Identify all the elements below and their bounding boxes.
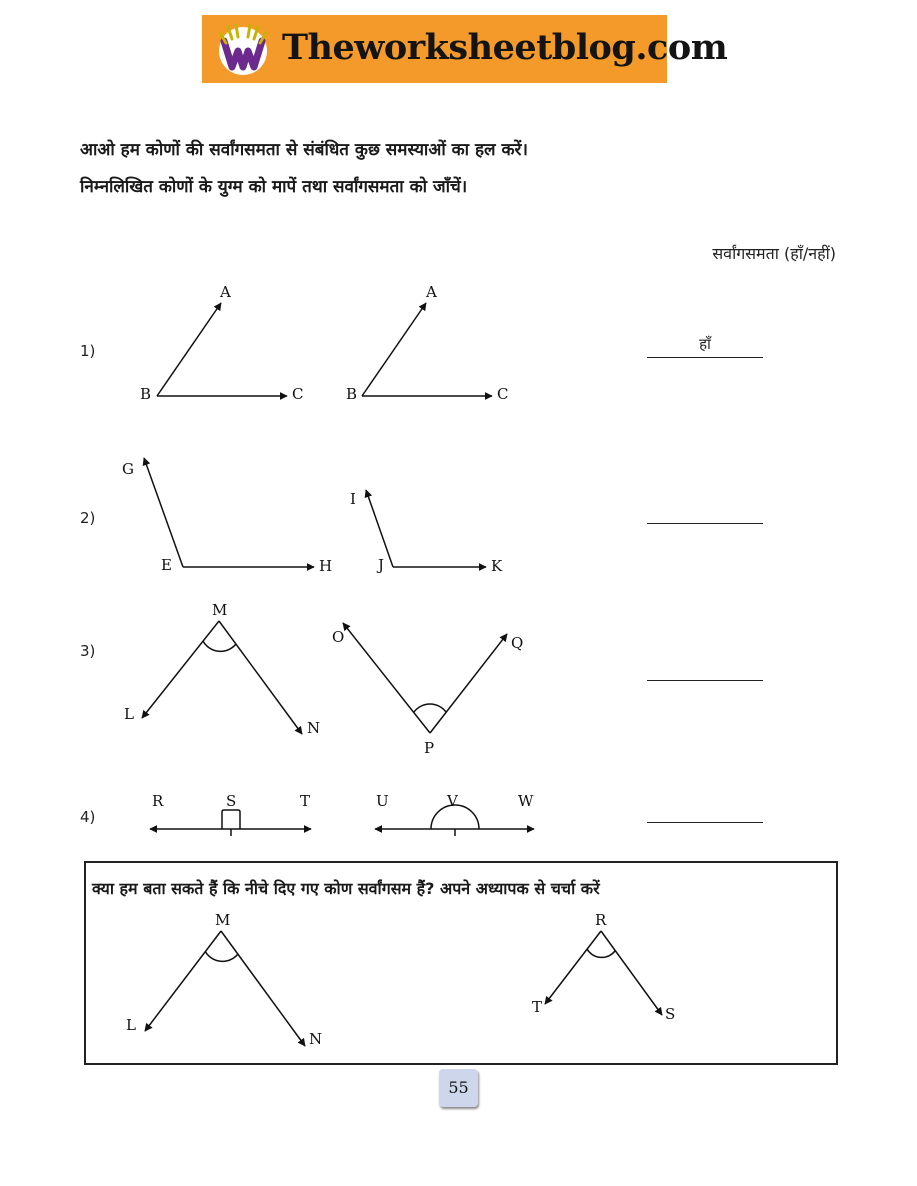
site-brand: Theworksheetblog.com — [282, 27, 728, 68]
instruction-line-1: आओ हम कोणों की सर्वांगसमता से संबंधित कुछ समस्याओं का हल करें। — [80, 140, 528, 160]
label-q1a1-vertex: B — [140, 385, 152, 403]
label-q3a2-vertex: P — [424, 739, 435, 757]
discussion-angle-lmn — [145, 931, 305, 1046]
label-disc-a1-vertex: M — [215, 911, 231, 929]
label-q4a1-arm1: R — [152, 792, 164, 810]
page-number: 55 — [439, 1069, 478, 1107]
answer-1-text[interactable]: हाँ — [699, 335, 711, 353]
label-q4a1-arm2: T — [300, 792, 311, 810]
question-2-number: 2) — [80, 509, 96, 527]
label-disc-a2-arm1: T — [532, 998, 543, 1016]
question-1-number: 1) — [80, 342, 96, 360]
label-q4a1-vertex: S — [226, 792, 237, 810]
label-disc-a2-arm2: S — [665, 1005, 676, 1023]
angle-abc-2 — [362, 303, 492, 396]
answer-column-header: सर्वांगसमता (हाँ/नहीं) — [712, 244, 836, 263]
instruction-line-2: निम्नलिखित कोणों के युग्म को मापें तथा सर्वांगसमता को जाँचें। — [80, 177, 468, 197]
label-q1a2-arm2: C — [497, 385, 509, 403]
label-q2a2-arm1: I — [350, 490, 356, 508]
discussion-angle-trs — [545, 931, 662, 1015]
label-disc-a1-arm1: L — [126, 1016, 136, 1034]
angle-rst — [150, 810, 311, 836]
label-q2a1-arm1: G — [122, 460, 134, 478]
label-q2a2-arm2: K — [491, 557, 503, 575]
label-q1a1-arm2: C — [292, 385, 304, 403]
angle-lmn — [142, 621, 302, 734]
label-q2a1-arm2: H — [319, 557, 333, 575]
question-3-number: 3) — [80, 642, 96, 660]
label-disc-a2-vertex: R — [595, 911, 607, 929]
label-q4a2-arm1: U — [376, 792, 389, 810]
label-q3a1-vertex: M — [212, 601, 228, 619]
discussion-prompt: क्या हम बता सकते हैं कि नीचे दिए गए कोण सर्वांगसम हैं? अपने अध्यापक से चर्चा करें — [92, 879, 600, 898]
label-q1a2-vertex: B — [346, 385, 358, 403]
label-q3a2-arm2: Q — [511, 634, 524, 652]
label-q2a2-vertex: J — [378, 556, 385, 574]
angle-opq — [343, 623, 507, 733]
label-q1a2-arm1: A — [426, 283, 437, 301]
angle-abc-1 — [157, 303, 287, 396]
question-4-number: 4) — [80, 808, 96, 826]
label-q4a2-vertex: V — [447, 792, 458, 810]
label-q3a1-arm1: L — [124, 705, 134, 723]
label-disc-a1-arm2: N — [309, 1030, 323, 1048]
label-q1a1-arm1: A — [220, 283, 231, 301]
label-q3a1-arm2: N — [307, 719, 321, 737]
label-q2a1-vertex: E — [161, 556, 172, 574]
angle-geh — [144, 458, 314, 567]
label-q3a2-arm1: O — [332, 628, 345, 646]
label-q4a2-arm2: W — [518, 792, 534, 810]
